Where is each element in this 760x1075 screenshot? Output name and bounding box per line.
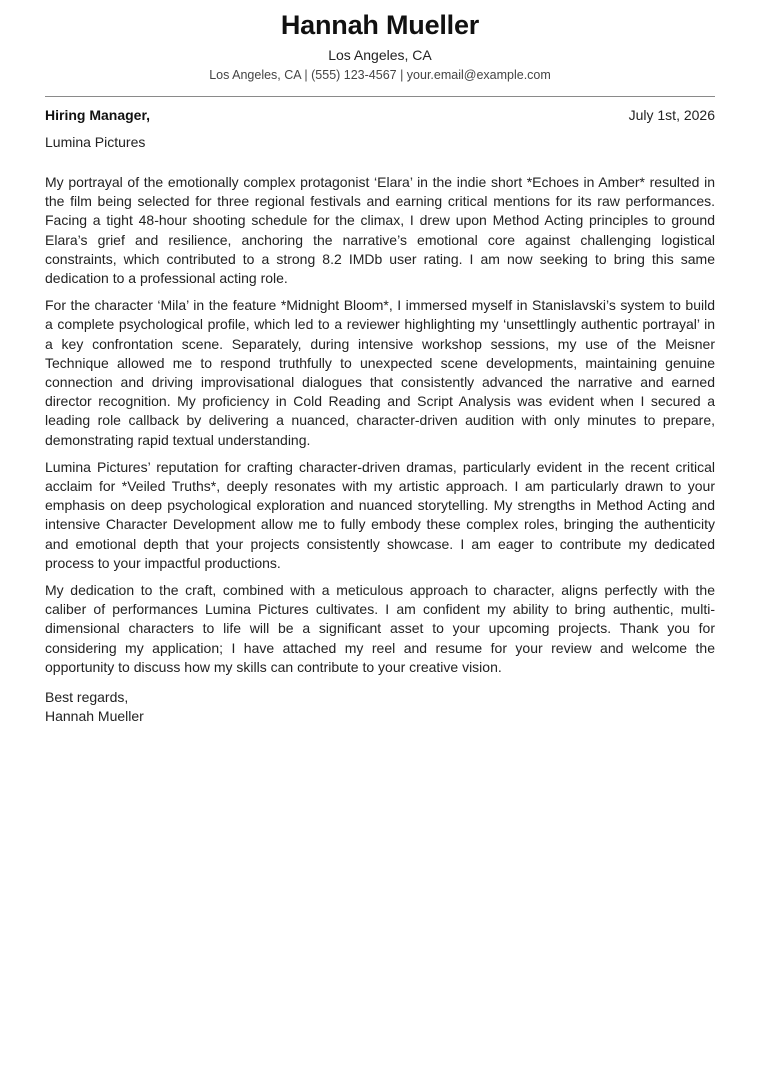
closing-phrase: Best regards, [45,689,129,706]
applicant-name: Hannah Mueller [280,10,480,40]
recipient-salutation: Hiring Manager, [45,107,151,123]
body-paragraph-4: My dedication to the craft, combined with a meticulous approach to character, aligns perfectly with the caliber of performances Lumina Pictures cultivates. I am confident my ability to bring authentic, multi-dimensional characters to life will be a significant asset to your upcoming projects. Thank you for considering my application; I have attached my reel and resume for your review and welcome the opportunity to discuss how my skills can contribute to your creative vision. [45,582,715,675]
letter-date: July 1st, 2026 [628,107,715,123]
letter-body [45,173,715,677]
body-paragraph-2: For the character ‘Mila’ in the feature *Midnight Bloom*, I immersed myself in Stanislavski’s system to build a complete psychological profile, which led to a reviewer highlighting my ‘unsettlingly authentic portrayal’ in a key confrontation scene. Separately, during intensive workshop sessions, my use of the Meisner Technique allowed me to respond truthfully to unexpected scene developments, maintaining genuine connection and driving improvisational dialogues that consistently advanced the narrative and earned director recognition. My proficiency in Cold Reading and Script Analysis was evident when I secured a leading role callback by delivering a nuanced, character-driven audition with only minutes to prepare, demonstrating rapid textual understanding. [45,297,715,448]
header-divider [45,96,715,97]
letter-closing-block [45,688,715,726]
signature-name: Hannah Mueller [45,708,144,725]
recipient-company: Lumina Pictures [45,134,146,150]
salutation-date-row [45,106,715,124]
applicant-contact-line: Los Angeles, CA | (555) 123-4567 | your.email@example.com [209,68,551,82]
body-paragraph-3: Lumina Pictures’ reputation for crafting character-driven dramas, particularly evident in the recent critical acclaim for *Veiled Truths*, deeply resonates with my artistic approach. I am particularly drawn to your emphasis on deep psychological exploration and nuanced storytelling. My strengths in Method Acting and intensive Character Development allow me to fully embody these complex roles, bringing the authenticity and emotional depth that your projects consistently showcase. I am eager to contribute my dedicated process to your impactful productions. [45,458,715,571]
cover-letter-page [45,0,715,726]
applicant-location: Los Angeles, CA [328,47,432,63]
body-paragraph-1: My portrayal of the emotionally complex protagonist ‘Elara’ in the indie short *Echoes in Amber* resulted in the film being selected for three regional festivals and earning critical mentions for its raw performances. Facing a tight 48-hour shooting schedule for the climax, I drew upon Method Acting principles to ground Elara’s grief and resilience, anchoring the narrative’s emotional core against challenging logistical constraints, which contributed to a strong 8.2 IMDb user rating. I am now seeking to bring this same dedication to a professional acting role. [45,174,715,287]
